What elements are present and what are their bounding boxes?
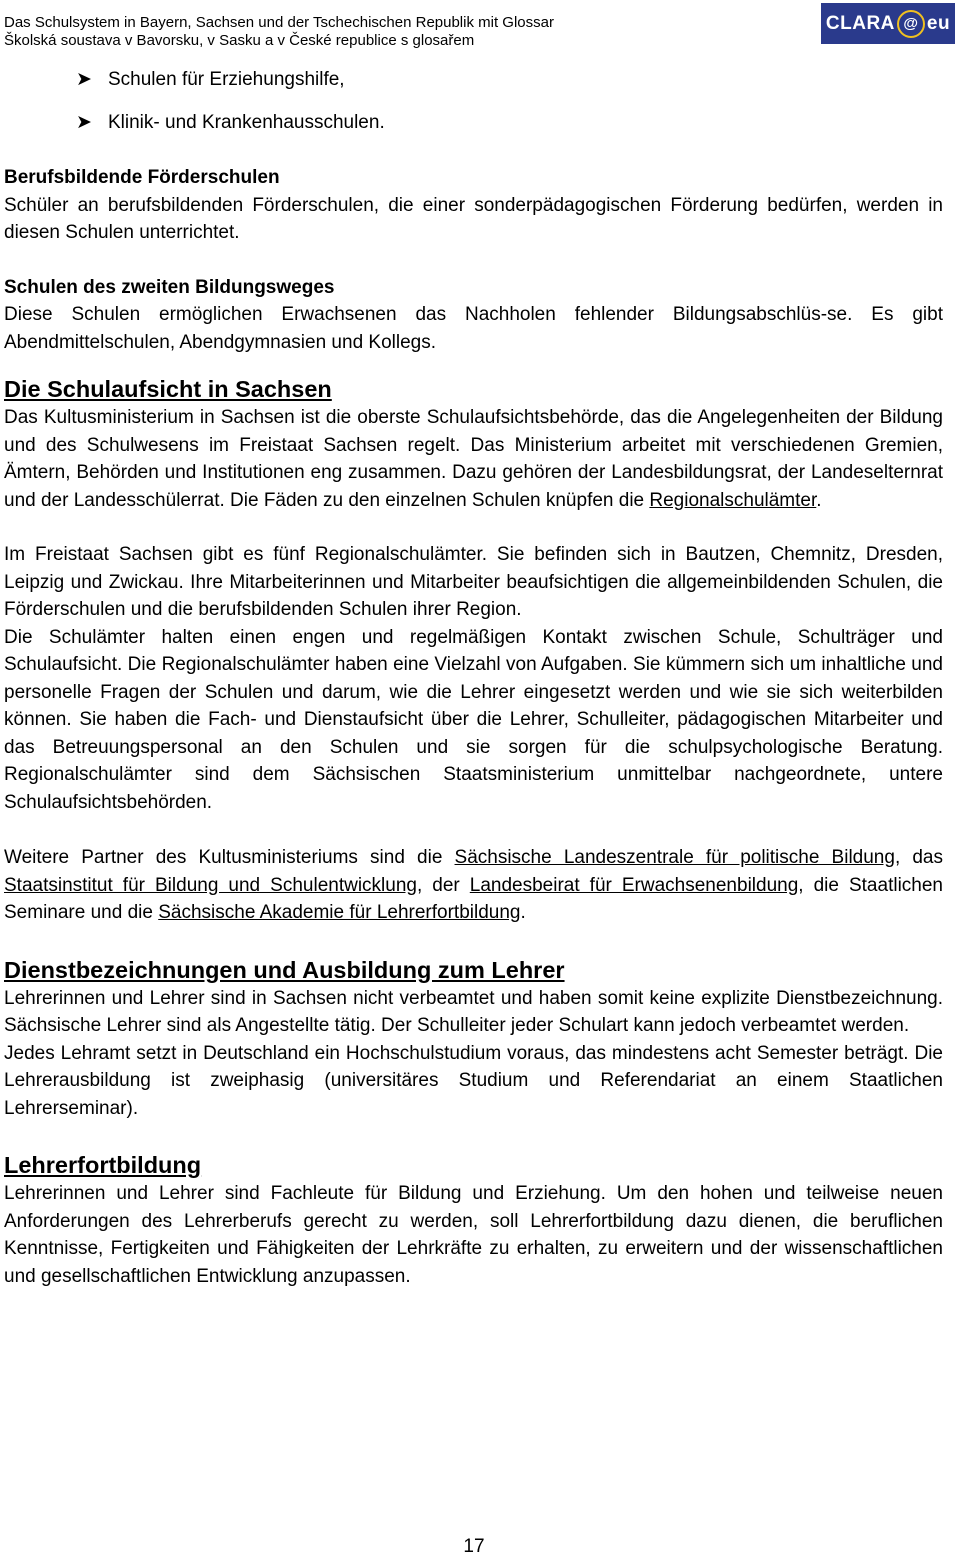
link-regionalschulaemter[interactable]: Regionalschulämter — [649, 489, 817, 511]
list-item-text: Klinik- und Krankenhausschulen. — [108, 111, 385, 133]
logo-at-icon: @ — [897, 10, 925, 38]
paragraph-text: Weitere Partner des Kultusministeriums sind die — [4, 847, 455, 868]
section-heading: Dienstbezeichnungen und Ausbildung zum Lehrer — [4, 956, 565, 983]
paragraph-text: , die Staatlichen Seminare und die — [4, 874, 943, 923]
clara-logo — [821, 3, 955, 44]
running-header — [4, 14, 804, 50]
paragraph — [4, 404, 943, 514]
link-landesbeirat[interactable]: Landesbeirat für Erwachsenenbildung — [469, 874, 799, 896]
paragraph — [4, 844, 943, 927]
section-heading: Lehrerfortbildung — [4, 1152, 202, 1178]
arrow-bullet-icon: ➤ — [76, 111, 92, 133]
paragraph-text: . — [816, 489, 822, 511]
logo-text-left: CLARA — [825, 12, 895, 34]
paragraph: Jedes Lehramt setzt in Deutschland ein Hochschulstudium voraus, das mindestens acht Semester beträgt. Die Lehrerausbildung ist zweiphasig (universitäres Studium und Referendariat an einem Staatlichen Lehrerseminar). — [4, 1042, 943, 1119]
paragraph-text: , der — [416, 874, 470, 896]
paragraph: Schüler an berufsbildenden Förderschulen, die einer sonderpädagogischen Förderung bedürfen, werden in diesen Schulen unterrichtet. — [4, 194, 943, 243]
list-item — [4, 66, 943, 94]
section-heading: Die Schulaufsicht in Sachsen — [4, 376, 332, 402]
paragraph-text: . — [520, 902, 526, 923]
paragraph: Diese Schulen ermöglichen Erwachsenen das Nachholen fehlender Bildungsabschlüs-se. Es gibt Abendmittelschulen, Abendgymnasien und Kollegs. — [4, 304, 943, 353]
arrow-bullet-icon: ➤ — [76, 69, 92, 90]
link-akademie[interactable]: Sächsische Akademie für Lehrerfortbildung — [158, 902, 521, 923]
paragraph: Lehrerinnen und Lehrer sind Fachleute für Bildung und Erziehung. Um den hohen und teilweise neuen Anforderungen des Lehrerberufs gerecht zu werden, soll Lehrerfortbildung dazu dienen, die beruflichen Kenntnisse, Fertigkeiten und Fähigkeiten der Lehrkräfte zu erhalten, zu erweitern und der wissenschaftlichen und gesellschaftlichen Entwicklung anzupassen. — [4, 1183, 943, 1287]
header-title-czech: Školská soustava v Bavorsku, v Sasku a v České republice s glosařem — [4, 32, 475, 49]
paragraph: Im Freistaat Sachsen gibt es fünf Regionalschulämter. Sie befinden sich in Bautzen, Chemnitz, Dresden, Leipzig und Zwickau. Ihre Mitarbeiterinnen und Mitarbeiter beaufsichtigen die allgemeinbildenden Schulen, die Förderschulen und die berufsbildenden Schulen ihrer Region. — [4, 544, 943, 620]
page-number: 17 — [463, 1536, 485, 1557]
list-item-text: Schulen für Erziehungshilfe, — [108, 69, 345, 90]
paragraph: Die Schulämter halten einen engen und regelmäßigen Kontakt zwischen Schule, Schulträger und Schulaufsicht. Die Regionalschulämter haben eine Vielzahl von Aufgaben. Sie kümmern sich um inhaltliche und personelle Fragen der Schulen und darum, wie die Lehrer eingesetzt werden und wie sie sich weiterbilden können. Sie haben die Fach- und Dienstaufsicht über die Lehrer, Schulleiter, pädagogischen Mitarbeiter und das Betreuungspersonal an den Schulen und sie sorgen für die schulpsychologische Beratung. Regionalschulämter sind dem Sächsischen Staatsministerium unmittelbar nachgeordnete, untere Schulaufsichtsbehörden. — [4, 626, 943, 813]
header-title-german: Das Schulsystem in Bayern, Sachsen und der Tschechischen Republik mit Glossar — [4, 14, 554, 31]
section-heading: Schulen des zweiten Bildungsweges — [4, 276, 335, 298]
link-staatsinstitut[interactable]: Staatsinstitut für Bildung und Schulentwicklung — [4, 874, 417, 896]
paragraph-text: , das — [894, 847, 943, 868]
paragraph-text: Das Kultusministerium in Sachsen ist die oberste Schulaufsichtsbehörde, das die Angelegenheiten der Bildung und des Schulwesens im Freistaat Sachsen regelt. Das Ministerium arbeitet mit verschiedenen Gremien, Ämtern, Behörden und Institutionen eng zusammen. Dazu gehören der Landesbildungsrat, der Landeselternrat und der Landesschülerrat. Die Fäden zu den einzelnen Schulen knüpfen die — [4, 407, 943, 511]
logo-text-right: eu — [926, 12, 951, 34]
page-body — [4, 66, 943, 1290]
list-item — [4, 109, 943, 137]
paragraph: Lehrerinnen und Lehrer sind in Sachsen nicht verbeamtet und haben somit keine explizite Dienstbezeichnung. Sächsische Lehrer sind als Angestellte tätig. Der Schulleiter jeder Schulart kann jedoch verbeamtet werden. — [4, 987, 943, 1036]
section-heading: Berufsbildende Förderschulen — [4, 167, 280, 188]
link-landeszentrale[interactable]: Sächsische Landeszentrale für politische Bildung — [454, 847, 895, 868]
